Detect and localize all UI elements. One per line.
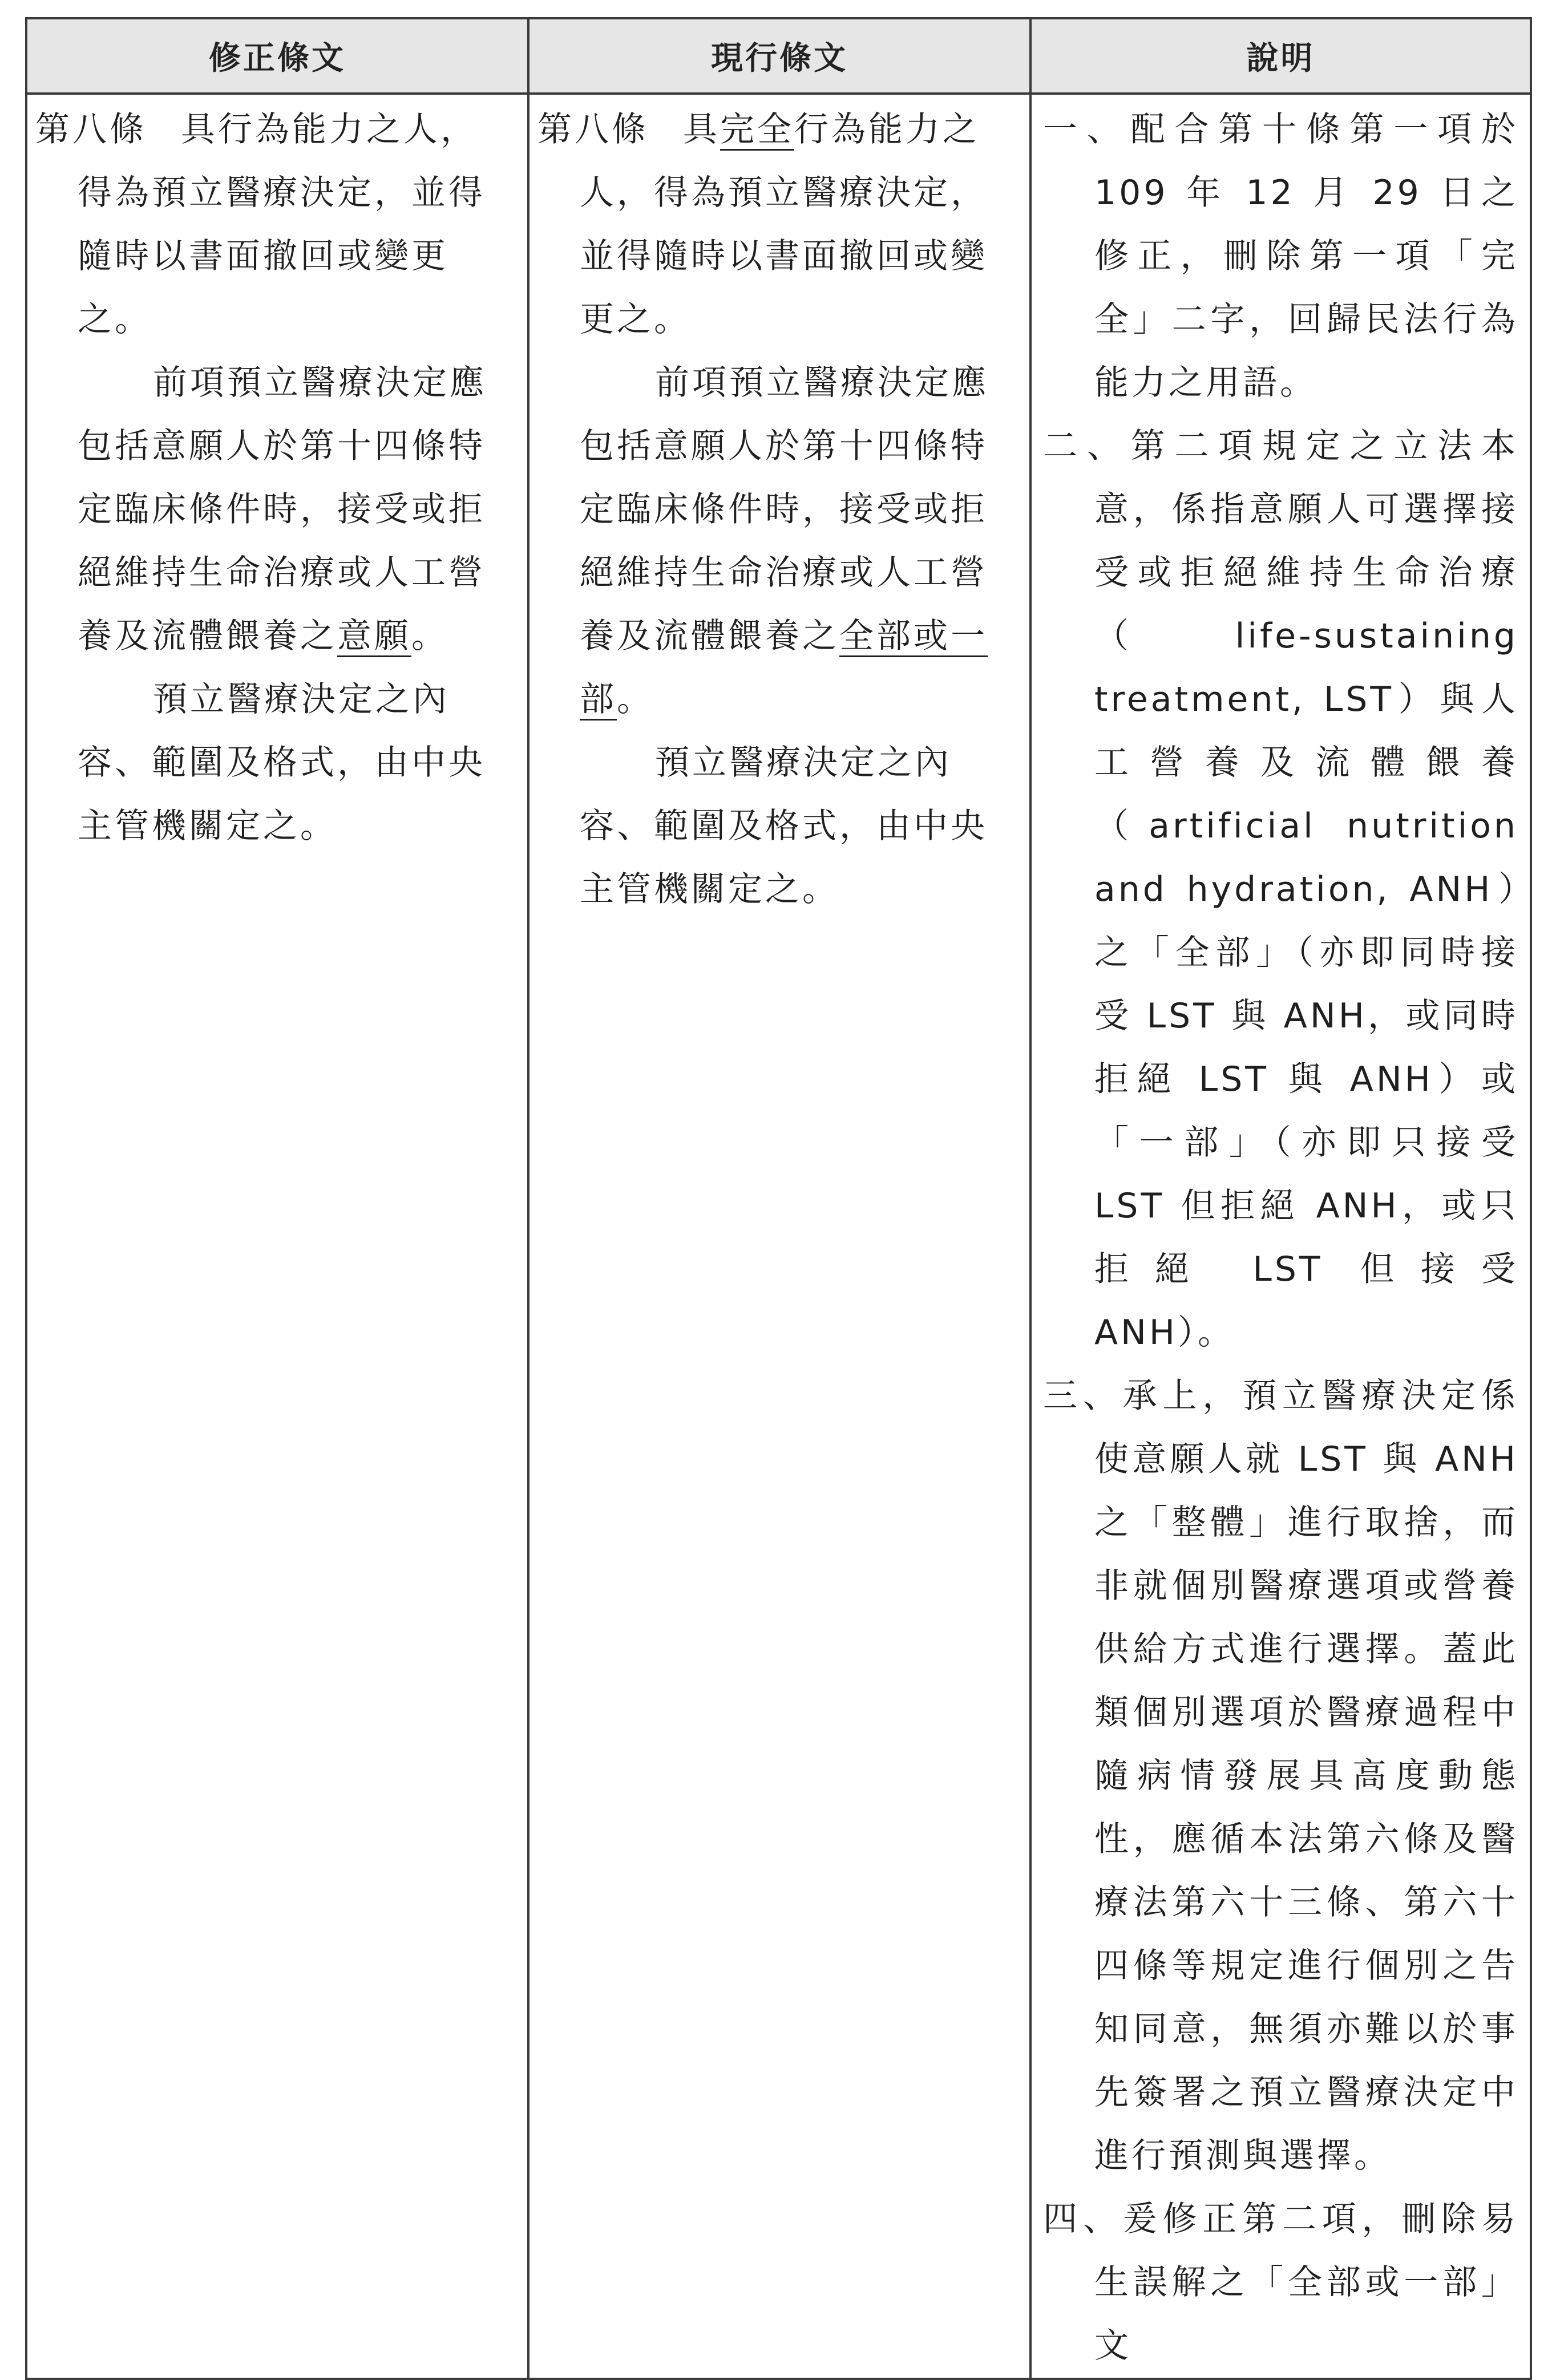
amended-p2-text: 前項預立醫療決定應包括意願人於第十四條特定臨床條件時，接受或拒絕維持生命治療或人工營養及流體餵養之 bbox=[78, 363, 487, 656]
table-header-row bbox=[26, 18, 1531, 94]
explanation-item-3: 三、承上，預立醫療決定係使意願人就 LST 與 ANH 之「整體」進行取捨，而非就個別醫療選項或營養供給方式進行選擇。蓋此類個別選項於醫療過程中隨病情發展具高度動態性，應循本法第六條及醫療法第六十三條、第六十四條等規定進行個別之告知同意，無須亦難以於事先簽署之預立醫療決定中進行預測與選擇。 bbox=[1043, 1376, 1518, 2176]
amended-text-cell bbox=[26, 94, 528, 2379]
current-text-cell bbox=[528, 94, 1030, 2379]
current-p2-text: 前項預立醫療決定應包括意願人於第十四條特定臨床條件時，接受或拒絕維持生命治療或人工營養及流體餵養之 bbox=[580, 363, 989, 656]
current-paragraph-2 bbox=[537, 351, 1016, 731]
table-row bbox=[26, 94, 1531, 2379]
header-amended: 修正條文 bbox=[26, 18, 528, 94]
amended-p2-underlined: 意願 bbox=[337, 616, 411, 656]
amendment-comparison-table bbox=[25, 17, 1532, 2380]
current-paragraph-1 bbox=[537, 98, 1016, 351]
explanation-item-2: 二、第二項規定之立法本意，係指意願人可選擇接受或拒絕維持生命治療（life-sustaining treatment, LST）與人工營養及流體餵養（artificial nutrition and hydration, ANH）之「全部」（亦即同時接受 LST 與 ANH，或同時拒絕 LST 與 ANH）或「一部」（亦即只接受 LST 但拒絕 ANH，或只拒絕 LST 但接受 ANH）。 bbox=[1043, 426, 1518, 1353]
current-p1-underlined: 完全 bbox=[720, 110, 794, 149]
current-p1-start: 具 bbox=[683, 110, 720, 149]
amended-p1-text: 具行為能力之人，得為預立醫療決定，並得隨時以書面撤回或變更之。 bbox=[78, 110, 486, 339]
amended-article-number: 第八條 bbox=[35, 110, 147, 149]
amended-paragraph-2 bbox=[35, 351, 514, 668]
current-paragraph-3: 預立醫療決定之內容、範圍及格式，由中央主管機關定之。 bbox=[580, 743, 988, 909]
header-explanation: 說明 bbox=[1030, 18, 1531, 94]
amended-paragraph-3: 預立醫療決定之內容、範圍及格式，由中央主管機關定之。 bbox=[78, 679, 486, 846]
current-p1-text: 行為能力之人，得為預立醫療決定，並得隨時以書面撤回或變更之。 bbox=[580, 110, 988, 339]
explanation-item-1: 一、配合第十條第一項於 109 年 12 月 29 日之修正，刪除第一項「完全」二字，回歸民法行為能力之用語。 bbox=[1043, 110, 1518, 403]
current-p2-end: 。 bbox=[617, 679, 654, 719]
current-article-number: 第八條 bbox=[537, 110, 649, 149]
amended-p2-end: 。 bbox=[411, 616, 448, 656]
header-current: 現行條文 bbox=[528, 18, 1030, 94]
amended-paragraph-1 bbox=[35, 98, 514, 351]
explanation-cell bbox=[1030, 94, 1531, 2379]
current-p2-underlined: 全部或一部 bbox=[580, 616, 988, 719]
explanation-item-4: 四、爰修正第二項，刪除易生誤解之「全部或一部」文 bbox=[1043, 2199, 1518, 2366]
